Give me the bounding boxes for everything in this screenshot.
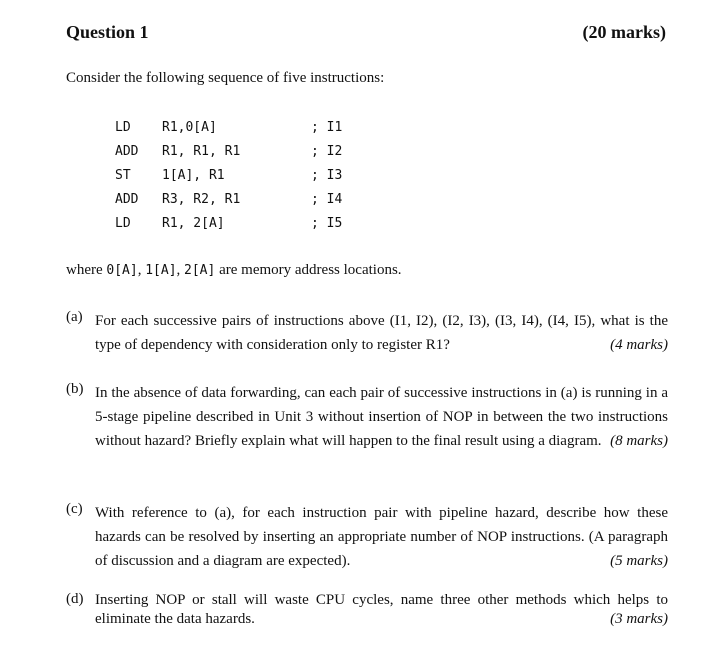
part-text: In the absence of data forwarding, can each pair of successive instructions in (a) is running in a 5-stage pipeline described in Unit 3 without insertion of NOP in between the two instructions without hazard? Briefly explain what will happen to the final result using a diagram. — [95, 385, 668, 449]
part-marks: (5 marks) — [610, 553, 668, 569]
instruction-comment: ; I3 — [311, 168, 343, 183]
instruction-args: R1, R1, R1 — [162, 144, 241, 159]
memory-address: 1[A] — [145, 263, 177, 278]
instruction-args: R1,0[A] — [162, 120, 217, 135]
instruction-op: ADD — [115, 144, 139, 159]
part-label: (c) — [66, 501, 83, 517]
separator: , — [176, 262, 185, 278]
part-label: (b) — [66, 381, 84, 397]
part-b — [66, 381, 668, 453]
instruction-op: LD — [115, 120, 131, 135]
memory-note — [66, 262, 402, 279]
part-text: Inserting NOP or stall will waste CPU cycles, name three other methods which helps to eliminate the data hazards. — [95, 592, 668, 627]
part-c — [66, 501, 668, 573]
instruction-comment: ; I2 — [311, 144, 343, 159]
memory-address: 0[A] — [106, 263, 138, 278]
part-a — [66, 309, 668, 357]
instruction-comment: ; I5 — [311, 216, 343, 231]
question-title: Question 1 — [66, 22, 149, 42]
instruction-op: LD — [115, 216, 131, 231]
part-label: (d) — [66, 591, 84, 607]
instruction-args: 1[A], R1 — [162, 168, 225, 183]
instruction-op: ST — [115, 168, 131, 183]
memory-note-prefix: where — [66, 262, 107, 278]
question-marks: (20 marks) — [582, 22, 666, 42]
intro-text: Consider the following sequence of five instructions: — [66, 70, 385, 86]
part-marks: (8 marks) — [610, 433, 668, 449]
instruction-args: R1, 2[A] — [162, 216, 225, 231]
part-text: With reference to (a), for each instruction pair with pipeline hazard, describe how these hazards can be resolved by inserting an appropriate number of NOP instructions. (A paragraph of discussion and a diagram are expected). — [95, 505, 668, 569]
instruction-comment: ; I1 — [311, 120, 343, 135]
instruction-comment: ; I4 — [311, 192, 343, 207]
part-text: For each successive pairs of instructions above (I1, I2), (I2, I3), (I3, I4), (I4, I5), what is the type of dependency with consideration only to register R1? — [95, 313, 668, 353]
instruction-op: ADD — [115, 192, 139, 207]
memory-note-suffix: are memory address locations. — [215, 262, 402, 278]
separator: , — [137, 262, 146, 278]
memory-address: 2[A] — [184, 263, 216, 278]
part-d — [66, 591, 668, 629]
part-label: (a) — [66, 309, 83, 325]
instruction-args: R3, R2, R1 — [162, 192, 241, 207]
part-marks: (3 marks) — [610, 611, 668, 627]
part-marks: (4 marks) — [610, 337, 668, 353]
